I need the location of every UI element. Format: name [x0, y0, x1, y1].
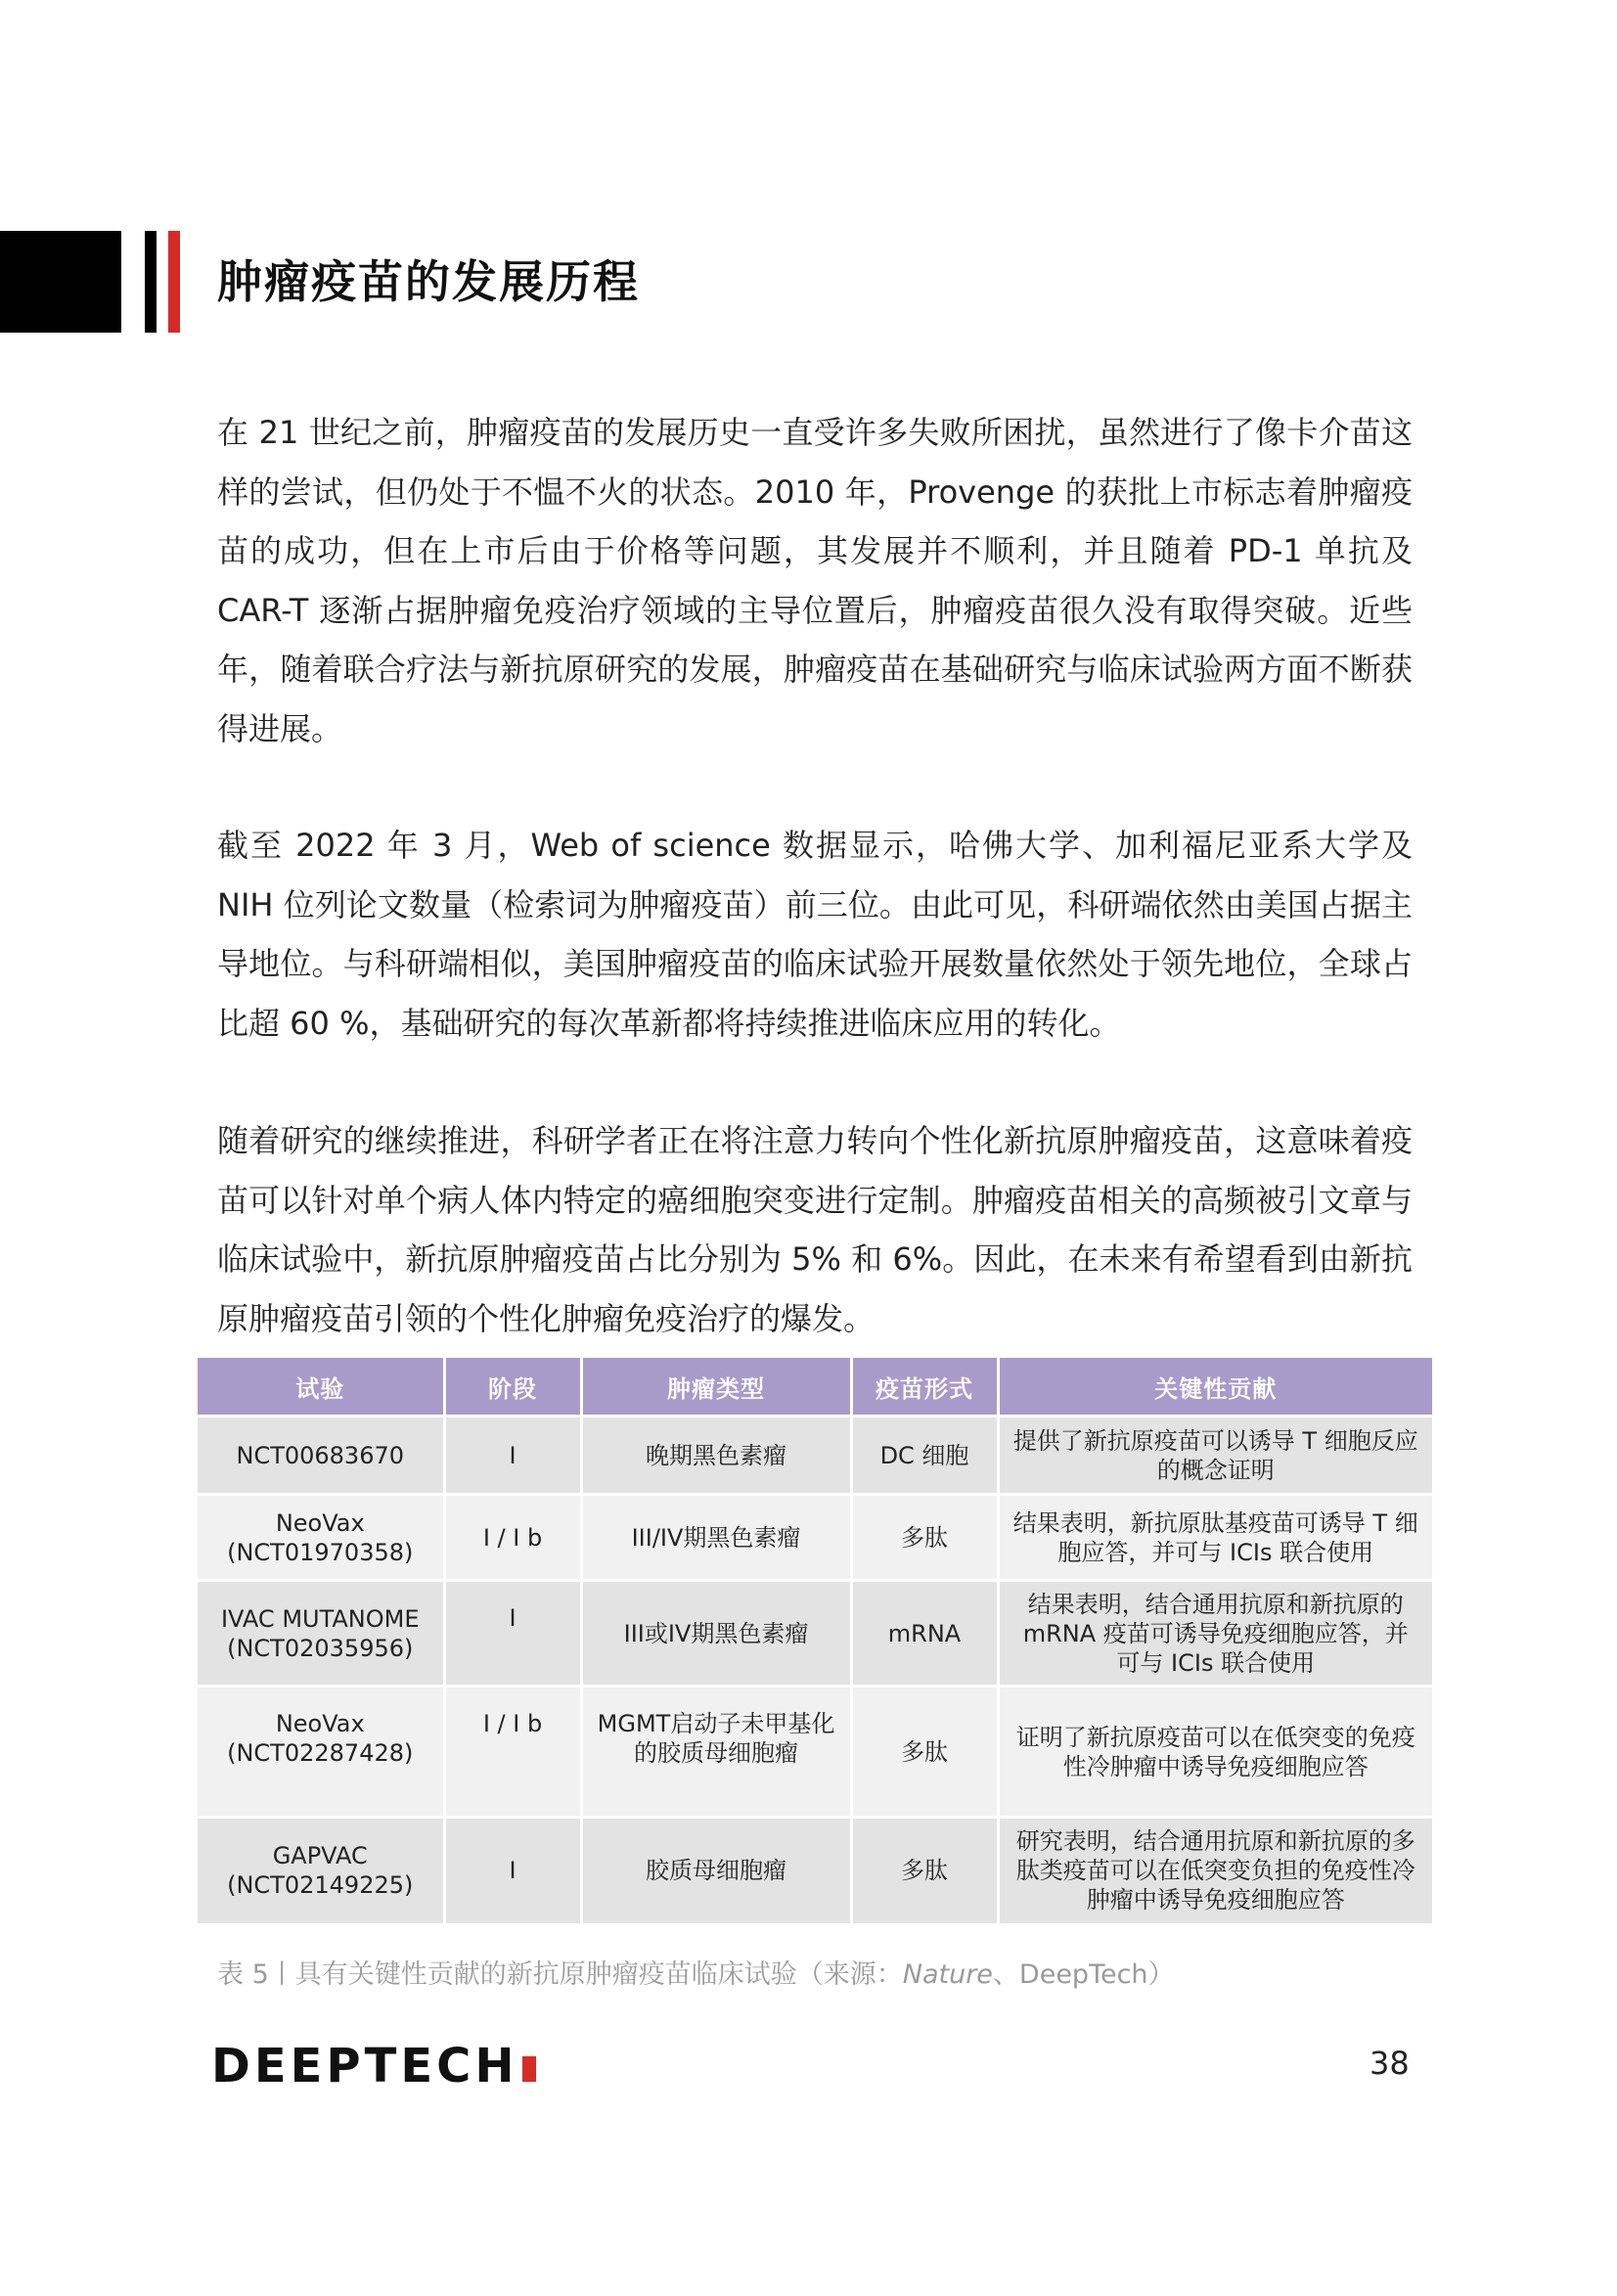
cell-tumor: MGMT启动子未甲基化的胶质母细胞瘤 — [581, 1687, 851, 1818]
clinical-trials-table — [198, 1358, 1432, 1923]
logo-red-mark — [522, 2056, 536, 2082]
trial-id: (NCT02149225) — [227, 1871, 414, 1900]
cell-trial — [198, 1818, 444, 1923]
header-decor-bar-red — [168, 231, 180, 333]
cell-contribution: 结果表明，新抗原肽基疫苗可诱导 T 细胞应答，并可与 ICIs 联合使用 — [998, 1495, 1432, 1581]
logo-text: DEEPTECH — [211, 2039, 518, 2093]
cell-tumor: 胶质母细胞瘤 — [581, 1818, 851, 1923]
trial-name: NeoVax — [275, 1508, 365, 1537]
cell-contribution: 提供了新抗原疫苗可以诱导 T 细胞反应的概念证明 — [998, 1417, 1432, 1495]
cell-tumor: 晚期黑色素瘤 — [581, 1417, 851, 1495]
trial-name: NeoVax — [275, 1710, 365, 1737]
table-row — [198, 1495, 1432, 1581]
table-row — [198, 1818, 1432, 1923]
section-title: 肿瘤疫苗的发展历程 — [217, 255, 640, 308]
cell-trial — [198, 1687, 444, 1818]
cell-form: mRNA — [851, 1581, 998, 1687]
cell-tumor: III/IV期黑色素瘤 — [581, 1495, 851, 1581]
caption-suffix: 、DeepTech） — [992, 1959, 1175, 1990]
header-decor-bar-black — [145, 231, 157, 333]
trial-name: IVAC MUTANOME — [220, 1604, 420, 1633]
table-caption — [217, 1953, 1175, 1991]
cell-phase: I — [444, 1581, 581, 1687]
cell-tumor: III或IV期黑色素瘤 — [581, 1581, 851, 1687]
header-key-contribution: 关键性贡献 — [998, 1358, 1432, 1417]
cell-form: 多肽 — [851, 1687, 998, 1818]
header-tumor-type: 肿瘤类型 — [581, 1358, 851, 1417]
deeptech-logo — [211, 2039, 536, 2093]
cell-contribution: 结果表明，结合通用抗原和新抗原的 mRNA 疫苗可诱导免疫细胞应答，并可与 ICIs 联合使用 — [998, 1581, 1432, 1687]
caption-prefix: 表 5丨具有关键性贡献的新抗原肿瘤疫苗临床试验（来源： — [217, 1959, 903, 1990]
paragraph-research-stats: 截至 2022 年 3 月，Web of science 数据显示，哈佛大学、加利福尼亚系大学及 NIH 位列论文数量（检索词为肿瘤疫苗）前三位。由此可见，科研端依然由美国占据主导地位。与科研端相似，美国肿瘤疫苗的临床试验开展数量依然处于领先地位，全球占比超 60 %，基础研究的每次革新都将持续推进临床应用的转化。 — [217, 827, 1413, 1042]
table-row — [198, 1687, 1432, 1818]
header-vaccine-form: 疫苗形式 — [851, 1358, 998, 1417]
cell-trial — [198, 1581, 444, 1687]
paragraph-personalized: 随着研究的继续推进，科研学者正在将注意力转向个性化新抗原肿瘤疫苗，这意味着疫苗可以针对单个病人体内特定的癌细胞突变进行定制。肿瘤疫苗相关的高频被引文章与临床试验中，新抗原肿瘤疫苗占比分别为 5% 和 6%。因此，在未来有希望看到由新抗原肿瘤疫苗引领的个性化肿瘤免疫治疗的爆发。 — [217, 1122, 1413, 1337]
cell-form: 多肽 — [851, 1818, 998, 1923]
page-number: 38 — [1370, 2045, 1410, 2082]
table-row — [198, 1417, 1432, 1495]
cell-phase: I — [444, 1417, 581, 1495]
table-header-row — [198, 1358, 1432, 1417]
paragraph-history: 在 21 世纪之前，肿瘤疫苗的发展历史一直受许多失败所困扰，虽然进行了像卡介苗这样的尝试，但仍处于不愠不火的状态。2010 年，Provenge 的获批上市标志着肿瘤疫苗的成功，但在上市后由于价格等问题，其发展并不顺利，并且随着 PD-1 单抗及 CAR-T 逐渐占据肿瘤免疫治疗领域的主导位置后，肿瘤疫苗很久没有取得突破。近些年，随着联合疗法与新抗原研究的发展，肿瘤疫苗在基础研究与临床试验两方面不断获得进展。 — [217, 414, 1413, 747]
cell-phase: I / I b — [444, 1687, 581, 1818]
trial-id: (NCT01970358) — [227, 1538, 414, 1566]
cell-phase: I — [444, 1818, 581, 1923]
header-trial: 试验 — [198, 1358, 444, 1417]
header-phase: 阶段 — [444, 1358, 581, 1417]
header-decor-block — [0, 231, 121, 333]
trial-id: NCT00683670 — [236, 1441, 405, 1469]
cell-contribution: 证明了新抗原疫苗可以在低突变的免疫性冷肿瘤中诱导免疫细胞应答 — [998, 1687, 1432, 1818]
table-row — [198, 1581, 1432, 1687]
cell-phase: I / I b — [444, 1495, 581, 1581]
cell-trial — [198, 1495, 444, 1581]
cell-form: DC 细胞 — [851, 1417, 998, 1495]
trial-name: GAPVAC — [272, 1842, 368, 1870]
cell-contribution: 研究表明，结合通用抗原和新抗原的多肽类疫苗可以在低突变负担的免疫性冷肿瘤中诱导免疫细胞应答 — [998, 1818, 1432, 1923]
trial-id: (NCT02035956) — [227, 1634, 414, 1662]
caption-source-italic: Nature — [902, 1959, 993, 1990]
cell-form: 多肽 — [851, 1495, 998, 1581]
trial-id: (NCT02287428) — [227, 1739, 414, 1767]
cell-trial — [198, 1417, 444, 1495]
